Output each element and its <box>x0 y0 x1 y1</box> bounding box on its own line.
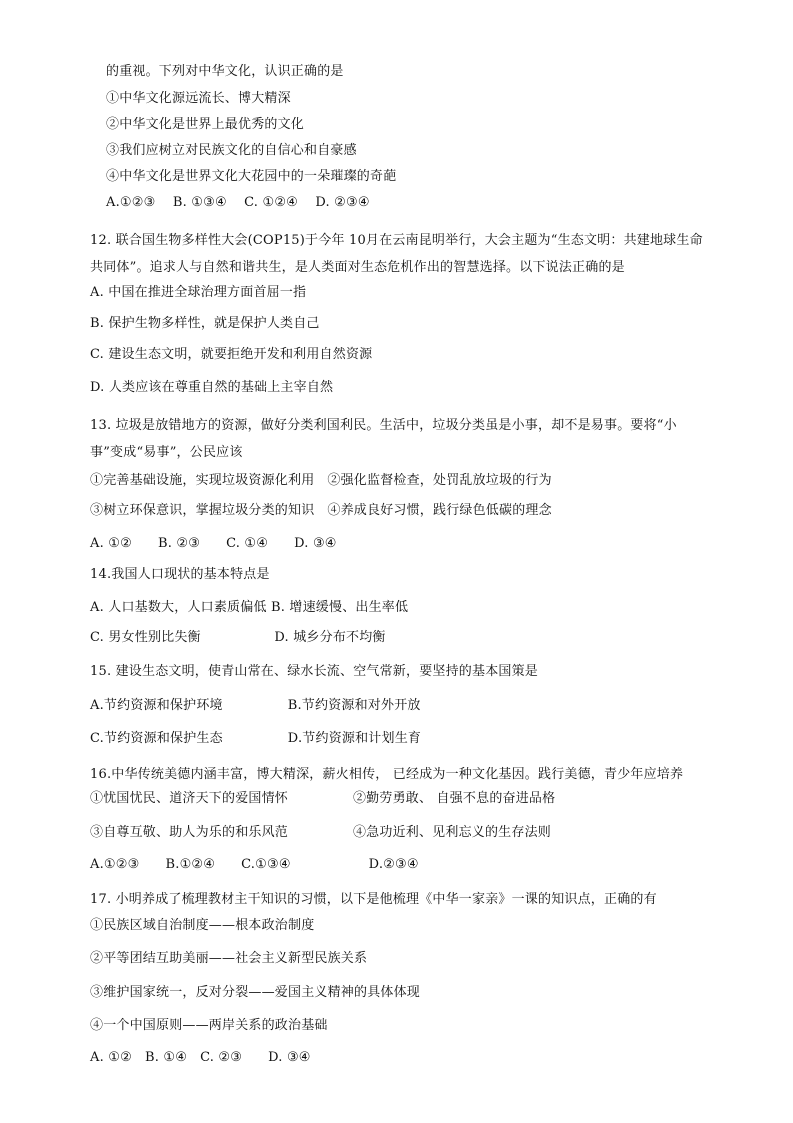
q15-stem: 15. 建设生态文明，使青山常在、绿水长流、空气常新，要坚持的基本国策是 <box>90 664 539 679</box>
q16-items-row-1: ①忧国忧民、道济天下的爱国情怀 ②勤劳勇敢、 自强不息的奋进品格 <box>90 791 556 806</box>
q12-option-a: A. 中国在推进全球治理方面首屈一指 <box>90 285 307 300</box>
q12-stem-line-2: 共同体”。追求人与自然和谐共生，是人类面对生态危机作出的智慧选择。以下说法正确的是 <box>90 260 625 275</box>
q13-stem-line-1: 13. 垃圾是放错地方的资源，做好分类利国利民。生活中，垃圾分类虽是小事，却不是易事。要将“小 <box>90 418 677 433</box>
q11-stem: 的重视。下列对中华文化，认识正确的是 <box>106 64 344 79</box>
q11-item-1: ①中华文化源远流长、博大精深 <box>106 91 291 106</box>
q16-options: A.①②③ B.①②④ C.①③④ D.②③④ <box>90 857 419 872</box>
q14-options-row-2: C. 男女性别比失衡 D. 城乡分布不均衡 <box>90 630 386 645</box>
q17-options: A. ①② B. ①④ C. ②③ D. ③④ <box>90 1050 311 1065</box>
q11-item-4: ④中华文化是世界文化大花园中的一朵璀璨的奇葩 <box>106 169 397 184</box>
q17-item-4: ④一个中国原则——两岸关系的政治基础 <box>90 1018 328 1033</box>
q12-stem-line-1: 12. 联合国生物多样性大会(COP15)于今年 10月在云南昆明举行，大会主题为“生态文明：共建地球生命 <box>90 233 703 248</box>
q15-options-row-1: A.节约资源和保护环境 B.节约资源和对外开放 <box>90 698 421 713</box>
q14-stem: 14.我国人口现状的基本特点是 <box>90 567 270 582</box>
q13-items-row-2: ③树立环保意识，掌握垃圾分类的知识 ④养成良好习惯，践行绿色低碳的理念 <box>90 503 552 518</box>
q12-option-d: D. 人类应该在尊重自然的基础上主宰自然 <box>90 380 334 395</box>
q13-stem-line-2: 事”变成“易事”，公民应该 <box>90 445 243 460</box>
q16-stem: 16.中华传统美德内涵丰富，博大精深，薪火相传， 已经成为一种文化基因。践行美德，青少年应培养 <box>90 767 684 782</box>
q14-options-row-1: A. 人口基数大，人口素质偏低 B. 增速缓慢、出生率低 <box>90 600 409 615</box>
q12-option-b: B. 保护生物多样性，就是保护人类自己 <box>90 316 320 331</box>
q15-options-row-2: C.节约资源和保护生态 D.节约资源和计划生育 <box>90 731 422 746</box>
q13-items-row-1: ①完善基础设施，实现垃圾资源化利用 ②强化监督检查，处罚乱放垃圾的行为 <box>90 473 552 488</box>
q16-items-row-2: ③自尊互敬、助人为乐的和乐风范 ④急功近利、见利忘义的生存法则 <box>90 825 551 840</box>
q11-item-2: ②中华文化是世界上最优秀的文化 <box>106 117 305 132</box>
q11-item-3: ③我们应树立对民族文化的自信心和自豪感 <box>106 143 357 158</box>
q17-stem: 17. 小明养成了梳理教材主干知识的习惯，以下是他梳理《中华一家亲》一课的知识点，正确的有 <box>90 892 657 907</box>
q17-item-3: ③维护国家统一，反对分裂——爱国主义精神的具体体现 <box>90 985 421 1000</box>
q12-option-c: C. 建设生态文明，就要拒绝开发和利用自然资源 <box>90 347 373 362</box>
q17-item-1: ①民族区域自治制度——根本政治制度 <box>90 918 315 933</box>
q11-options: A.①②③ B. ①③④ C. ①②④ D. ②③④ <box>106 195 370 210</box>
q17-item-2: ②平等团结互助美丽——社会主义新型民族关系 <box>90 951 368 966</box>
q13-options: A. ①② B. ②③ C. ①④ D. ③④ <box>90 536 337 551</box>
